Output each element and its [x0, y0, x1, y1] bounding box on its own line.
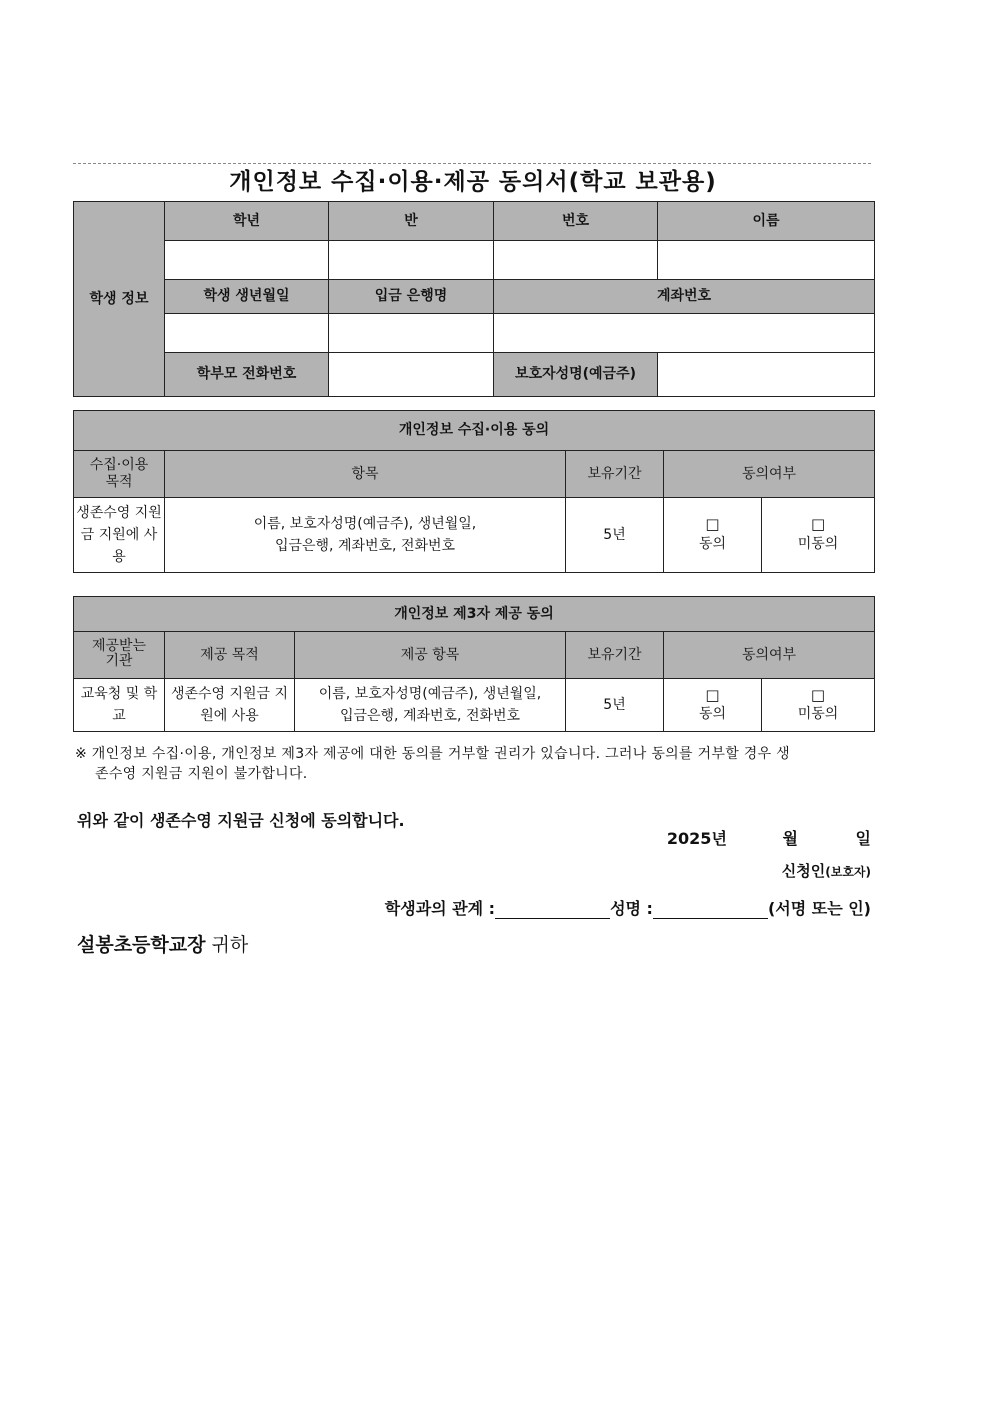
bank-field[interactable]: [329, 314, 494, 353]
col-number: 번호: [494, 202, 658, 241]
notice-line1: ※ 개인정보 수집·이용, 개인정보 제3자 제공에 대한 동의를 거부할 권리가 있습니다. 그러나 동의를 거부할 경우 생: [75, 746, 790, 762]
student-info-table: [73, 201, 875, 397]
col-birth: 학생 생년월일: [165, 280, 329, 314]
col-guardian-name: 보호자성명(예금주): [494, 353, 658, 397]
col-account: 계좌번호: [494, 280, 875, 314]
collect-items: [165, 498, 566, 573]
date-day: 일: [855, 829, 871, 848]
provide-agree-option[interactable]: [664, 679, 762, 732]
provide-items-line1: 이름, 보호자성명(예금주), 생년월일,: [318, 686, 542, 702]
col-recipient: 제공받는 기관: [74, 632, 165, 679]
birth-field[interactable]: [165, 314, 329, 353]
name-field[interactable]: [658, 241, 875, 280]
notice-line2: 존수영 지원금 지원이 불가합니다.: [95, 766, 308, 782]
disagree-label: 미동의: [797, 536, 839, 552]
date-line: [667, 826, 871, 849]
checkbox-icon[interactable]: □: [705, 515, 720, 533]
recipient: 교육청 및 학교: [74, 679, 165, 732]
collect-items-line2: 입금은행, 계좌번호, 전화번호: [274, 538, 456, 554]
collect-purpose: 생존수영 지원금 지원에 사용: [74, 498, 165, 573]
recipient-suffix: 귀하: [211, 934, 249, 956]
page-title: 개인정보 수집·이용·제공 동의서(학교 보관용): [229, 169, 717, 195]
applicant-sub: (보호자): [825, 865, 871, 879]
provide-period: 5년: [566, 679, 664, 732]
disagree-label: 미동의: [797, 706, 839, 722]
name-label: 성명 :: [610, 899, 653, 918]
col-collect-purpose: 수집·이용목적: [74, 451, 165, 498]
col-collect-period: 보유기간: [566, 451, 664, 498]
sign-note: (서명 또는 인): [767, 899, 871, 918]
col-bank: 입금 은행명: [329, 280, 494, 314]
checkbox-icon[interactable]: □: [810, 515, 826, 533]
parent-phone-field[interactable]: [329, 353, 494, 397]
col-provide-purpose: 제공 목적: [165, 632, 295, 679]
number-field[interactable]: [494, 241, 658, 280]
provide-disagree-option[interactable]: [762, 679, 875, 732]
date-month: 월: [782, 829, 798, 848]
class-field[interactable]: [329, 241, 494, 280]
provide-items: [295, 679, 566, 732]
col-provide-items: 제공 항목: [295, 632, 566, 679]
guardian-name-field[interactable]: [658, 353, 875, 397]
relation-label: 학생과의 관계 :: [384, 899, 496, 918]
col-grade: 학년: [165, 202, 329, 241]
recipient-line: [77, 930, 248, 957]
relation-field[interactable]: [495, 901, 610, 919]
collect-agree-option[interactable]: [664, 498, 762, 573]
collect-consent-table: [73, 410, 875, 573]
applicant-label: 신청인: [781, 862, 826, 880]
collect-heading: 개인정보 수집·이용 동의: [74, 411, 875, 451]
grade-field[interactable]: [165, 241, 329, 280]
third-party-consent-table: [73, 596, 875, 732]
col-class: 반: [329, 202, 494, 241]
agree-label: 동의: [698, 706, 727, 722]
refusal-notice: [75, 744, 873, 784]
col-provide-period: 보유기간: [566, 632, 664, 679]
collect-items-line1: 이름, 보호자성명(예금주), 생년월일,: [253, 516, 477, 532]
student-info-label: 학생 정보: [74, 202, 165, 397]
agree-label: 동의: [698, 536, 727, 552]
collect-period: 5년: [566, 498, 664, 573]
agree-statement: 위와 같이 생존수영 지원금 신청에 동의합니다.: [77, 811, 405, 830]
third-party-heading: 개인정보 제3자 제공 동의: [74, 597, 875, 632]
applicant-line: [782, 860, 871, 881]
account-field[interactable]: [494, 314, 875, 353]
col-provide-consent: 동의여부: [664, 632, 875, 679]
col-collect-consent: 동의여부: [664, 451, 875, 498]
signature-line: [385, 896, 871, 919]
checkbox-icon[interactable]: □: [810, 686, 826, 704]
school-principal: 설봉초등학교장: [77, 934, 206, 956]
checkbox-icon[interactable]: □: [705, 686, 720, 704]
date-year: 2025년: [666, 829, 727, 848]
col-parent-phone: 학부모 전화번호: [165, 353, 329, 397]
provide-items-line2: 입금은행, 계좌번호, 전화번호: [339, 708, 521, 724]
col-collect-items: 항목: [165, 451, 566, 498]
provide-purpose: 생존수영 지원금 지원에 사용: [165, 679, 295, 732]
collect-disagree-option[interactable]: [762, 498, 875, 573]
cut-line: [73, 163, 871, 164]
signature-name-field[interactable]: [653, 901, 768, 919]
col-name: 이름: [658, 202, 875, 241]
